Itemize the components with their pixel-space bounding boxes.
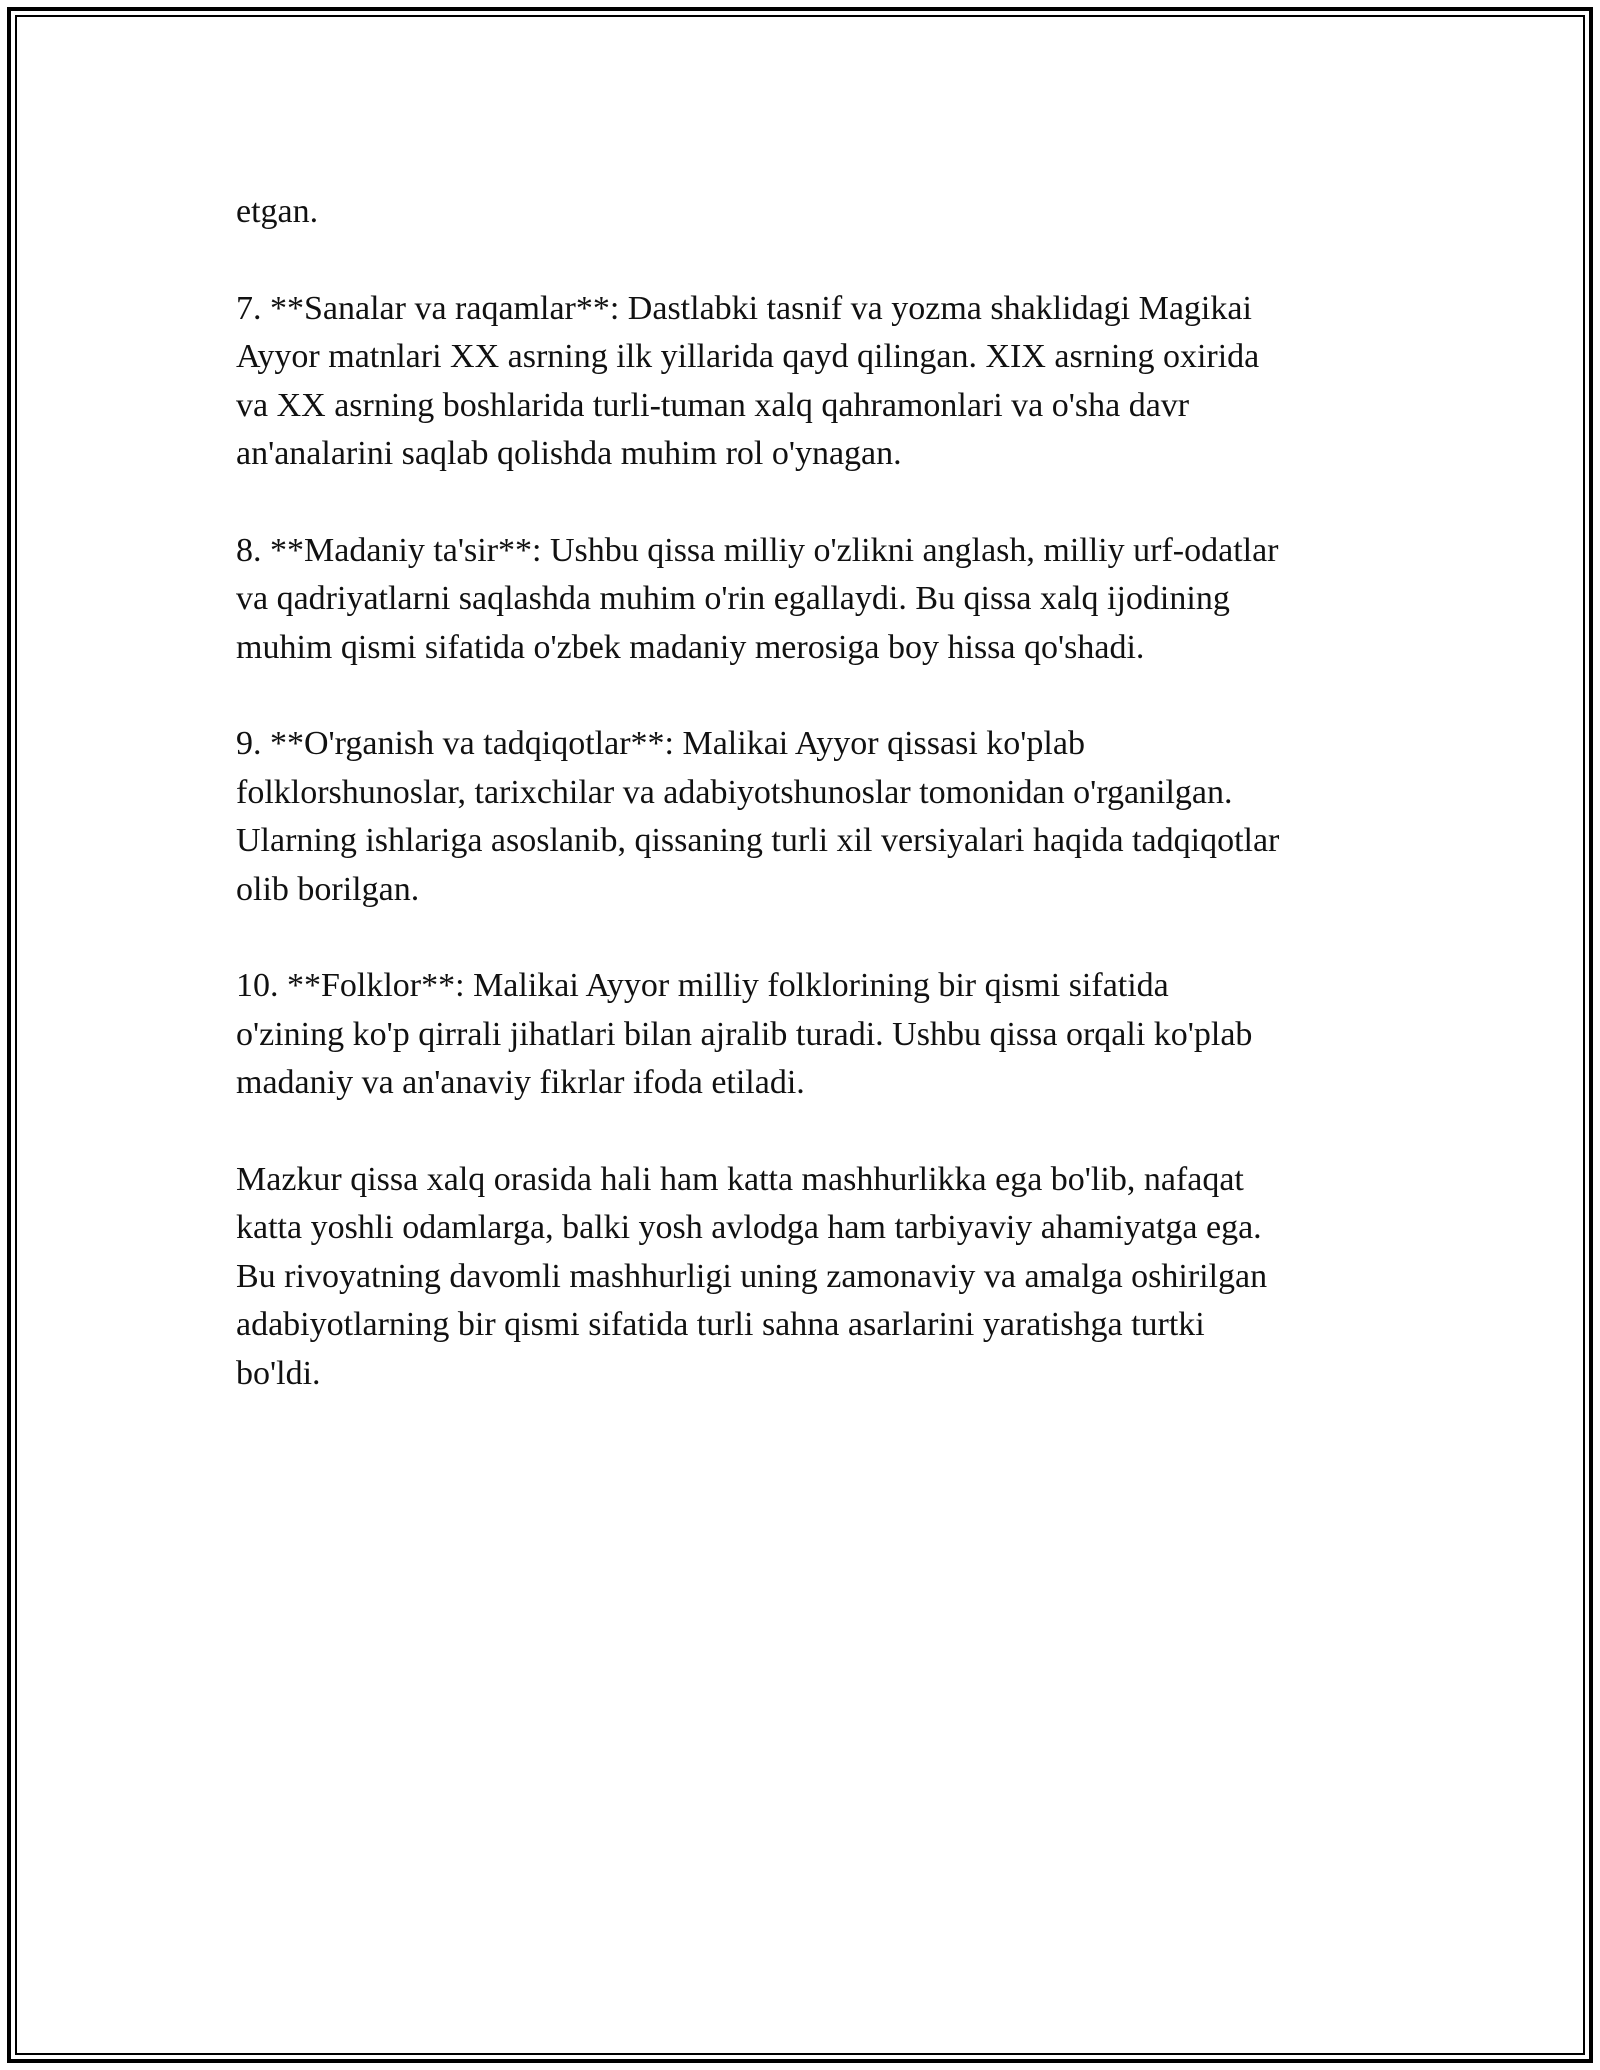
paragraph-conclusion: Mazkur qissa xalq orasida hali ham katta mashhurlikka ega bo'lib, nafaqat katta yoshli odamlarga, balki yosh avlodga ham tarbiyaviy ahamiyatga ega. Bu rivoyatning davomli mashhurligi uning zamonaviy va amalga oshirilgan adabiyotlarning bir qismi sifatida turli sahna asarlarini yaratishga turtki bo'ldi. [236,1160,1268,1392]
paragraph-item-9: 9. **O'rganish va tadqiqotlar**: Malikai Ayyor qissasi ko'plab folklorshunoslar, tarixchilar va adabiyotshunoslar tomonidan o'rganilgan. Ularning ishlariga asoslanib, qissaning turli xil versiyalari haqida tadqiqotlar olib borilgan. [236,725,1280,908]
document-body [236,188,1376,1446]
paragraph-continuation: etgan. [236,193,319,230]
paragraph-item-7: 7. **Sanalar va raqamlar**: Dastlabki tasnif va yozma shaklidagi Magikai Ayyor matnlari XX asrning ilk yillarida qayd qilingan. XIX asrning oxirida va XX asrning boshlarida turli-tuman xalq qahramonlari va o'sha davr an'analarini saqlab qolishda muhim rol o'ynagan. [236,289,1260,472]
paragraph-item-10: 10. **Folklor**: Malikai Ayyor milliy folklorining bir qismi sifatida o'zining ko'p qirrali jihatlari bilan ajralib turadi. Ushbu qissa orqali ko'plab madaniy va an'anaviy fikrlar ifoda etiladi. [236,967,1253,1101]
paragraph-item-8: 8. **Madaniy ta'sir**: Ushbu qissa milliy o'zlikni anglash, milliy urf-odatlar va qadriyatlarni saqlashda muhim o'rin egallaydi. Bu qissa xalq ijodining muhim qismi sifatida o'zbek madaniy merosiga boy hissa qo'shadi. [236,531,1279,666]
